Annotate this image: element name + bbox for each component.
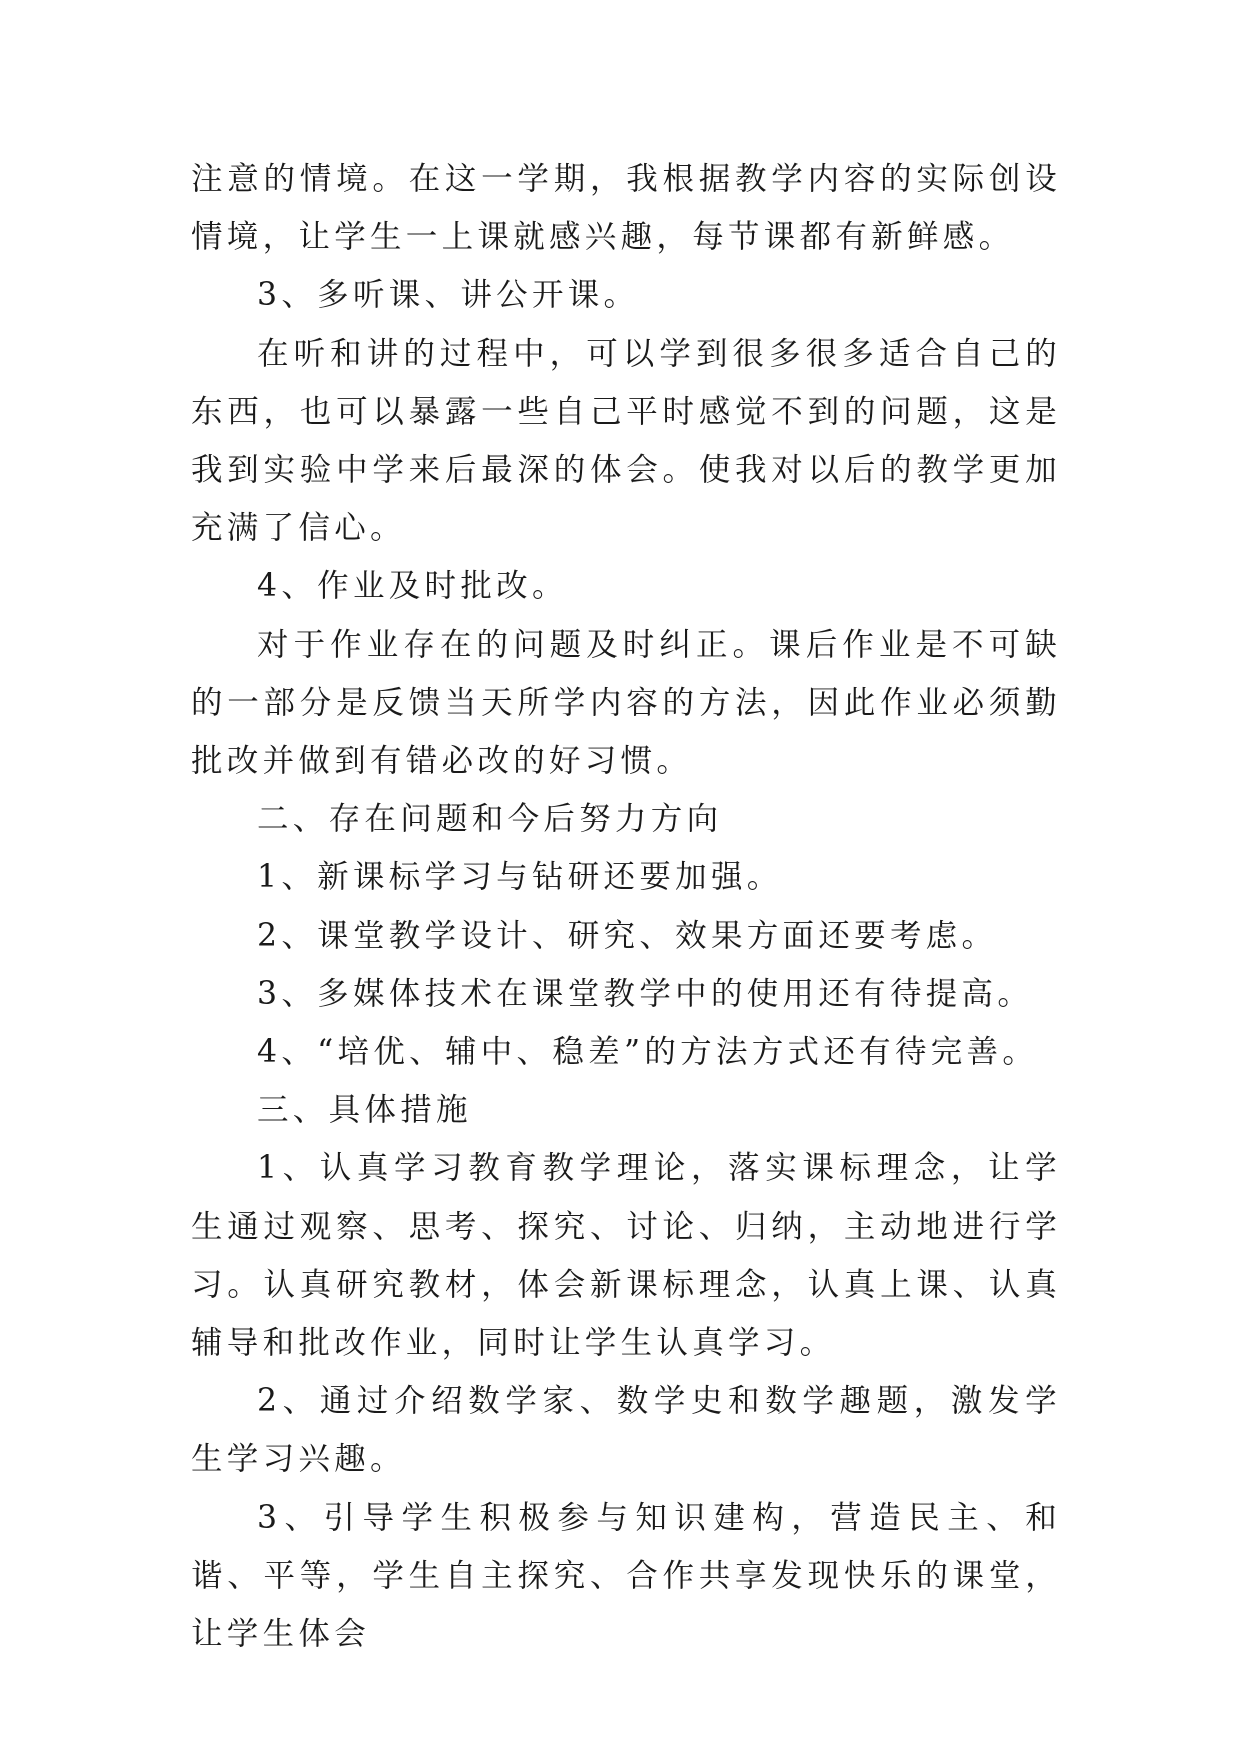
section-heading-2: 二、存在问题和今后努力方向 <box>257 801 723 838</box>
list-item: 3、多媒体技术在课堂教学中的使用还有待提高。 <box>257 975 1034 1012</box>
paragraph-continuation: 注意的情境。在这一学期，我根据教学内容的实际创设情境，让学生一上课就感兴趣，每节课都有新鲜感。 <box>191 161 1061 256</box>
list-item: 2、课堂教学设计、研究、效果方面还要考虑。 <box>257 917 998 954</box>
paragraph: 在听和讲的过程中，可以学到很多很多适合自己的东西，也可以暴露一些自己平时感觉不到的问题，这是我到实验中学来后最深的体会。使我对以后的教学更加充满了信心。 <box>191 335 1061 547</box>
list-item: 1、认真学习教育教学理论，落实课标理念，让学生通过观察、思考、探究、讨论、归纳，主动地进行学习。认真研究教材，体会新课标理念，认真上课、认真辅导和批改作业，同时让学生认真学习。 <box>191 1150 1061 1362</box>
list-item: 3、引导学生积极参与知识建构，营造民主、和谐、平等，学生自主探究、合作共享发现快乐的课堂，让学生体会 <box>191 1499 1061 1653</box>
paragraph: 对于作业存在的问题及时纠正。课后作业是不可缺的一部分是反馈当天所学内容的方法，因此作业必须勤批改并做到有错必改的好习惯。 <box>191 626 1061 780</box>
list-item: 2、通过介绍数学家、数学史和数学趣题，激发学生学习兴趣。 <box>191 1383 1061 1478</box>
heading-item-3: 3、多听课、讲公开课。 <box>257 277 640 314</box>
body-text <box>191 150 1061 1663</box>
section-heading-3: 三、具体措施 <box>257 1092 472 1129</box>
list-item: 1、新课标学习与钻研还要加强。 <box>257 859 783 896</box>
list-item: 4、“培优、辅中、稳差”的方法方式还有待完善。 <box>257 1034 1039 1071</box>
heading-item-4: 4、作业及时批改。 <box>257 568 568 605</box>
